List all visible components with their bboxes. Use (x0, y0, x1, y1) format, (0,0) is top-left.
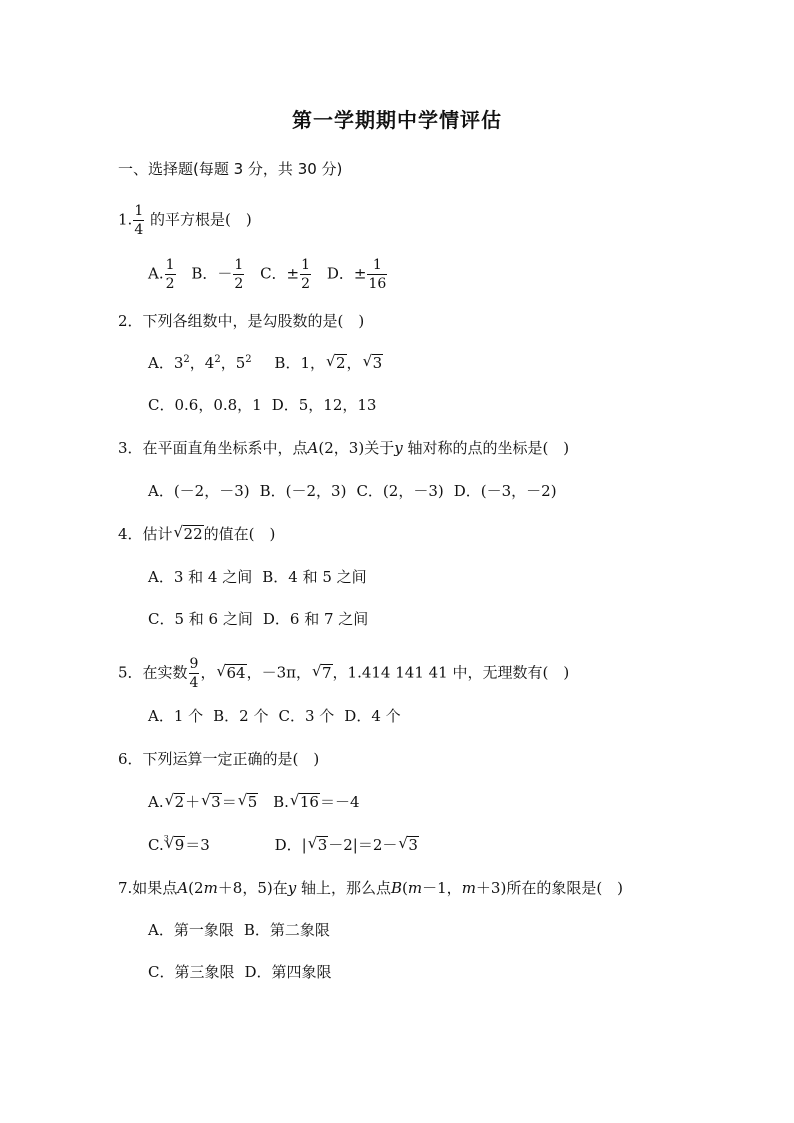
sqrt: √ 64 (216, 662, 246, 684)
fraction: $\frac{9}{4}$ (189, 656, 199, 691)
question-5-options: A．1 个 B．2 个 C．3 个 D．4 个 (148, 707, 401, 725)
question-2-options-ab: A．$3^2$，$4^2$，$5^2$ B．1，√ 2，√ 3 (148, 352, 383, 374)
fraction: $\frac{1}{2}$ (165, 257, 175, 292)
question-4: 4．估计√ 22的值在( ) (118, 523, 275, 545)
sqrt: √ 5 (238, 791, 259, 813)
sqrt: √ 3 (201, 791, 222, 813)
fraction: $\frac{1}{16}$ (368, 257, 387, 292)
fraction: $\frac{1}{4}$ (134, 203, 144, 238)
question-4-options-cd: C．5 和 6 之间 D．6 和 7 之间 (148, 610, 369, 628)
question-3-options: A．(－2，－3) B．(－2，3) C．(2，－3) D．(－3，－2) (148, 482, 557, 500)
question-5: 5．在实数 $\frac{9}{4}$ ，√ 64，－3π，√ 7，1.414 141 41 中，无理数有( ) (118, 657, 569, 690)
fraction: $\frac{1}{2}$ (234, 257, 244, 292)
question-2-options-cd: C．0.6，0.8，1 D．5，12，13 (148, 396, 377, 414)
sqrt: √ 3 (398, 834, 419, 856)
question-2: 2．下列各组数中，是勾股数的是( ) (118, 312, 365, 330)
question-1-options: A. $\frac{1}{2}$ B．－ $\frac{1}{2}$ C．± $\frac{1}{2}$ D．± $\frac{1}{16}$ (148, 257, 387, 292)
sqrt: √ 7 (312, 662, 333, 684)
question-6-options-cd: C. √ 3 9＝3 D．|√ 3－2|＝2－√ 3 (148, 834, 419, 856)
sqrt: √ 16 (290, 791, 320, 813)
cube-root: √ 3 9 (165, 834, 186, 856)
sqrt: √ 22 (174, 523, 204, 545)
question-6-options-ab: A.√ 2＋√ 3＝√ 5 B.√ 16＝－4 (148, 791, 360, 813)
question-7-options-ab: A．第一象限 B．第二象限 (148, 921, 330, 939)
sqrt: √ 3 (363, 352, 384, 374)
fraction: $\frac{1}{2}$ (301, 257, 311, 292)
question-7: 7.如果点A(2m＋8，5)在y 轴上，那么点B(m－1，m＋3)所在的象限是( ) (118, 879, 624, 897)
question-4-options-ab: A．3 和 4 之间 B．4 和 5 之间 (148, 568, 367, 586)
section-heading: 一、选择题(每题 3 分，共 30 分) (118, 160, 343, 178)
question-7-options-cd: C．第三象限 D．第四象限 (148, 963, 332, 981)
question-1: 1. $\frac{1}{4}$ 的平方根是( ) (118, 203, 252, 238)
sqrt: √ 3 (308, 834, 329, 856)
question-6: 6．下列运算一定正确的是( ) (118, 750, 320, 768)
sqrt: √ 2 (326, 352, 347, 374)
page-title: 第一学期期中学情评估 (292, 108, 502, 132)
question-3: 3．在平面直角坐标系中，点A(2，3)关于y 轴对称的点的坐标是( ) (118, 439, 570, 457)
sqrt: √ 2 (165, 791, 186, 813)
